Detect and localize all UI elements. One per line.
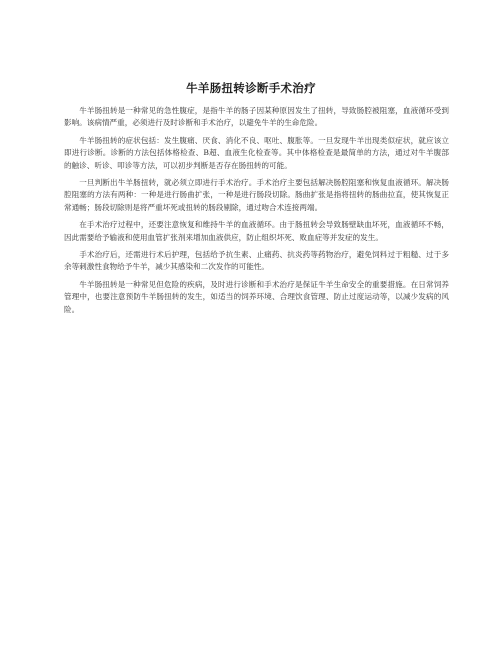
paragraph-3: 一旦判断出牛羊肠扭转，就必须立即进行手术治疗。手术治疗主要包括解决肠腔阻塞和恢复血液循环。解决肠腔阻塞的方法有两种：一种是进行肠曲扩张，一种是进行肠段切除。肠曲扩张是指将扭转的肠曲拉直，使其恢复正常通畅；肠段切除则是将严重坏死或扭转的肠段剔除，通过吻合术连接两端。	[64, 178, 449, 212]
paragraph-6: 牛羊肠扭转是一种常见但危险的疾病，及时进行诊断和手术治疗是保证牛羊生命安全的重要措施。在日常饲养管理中，也要注意预防牛羊肠扭转的发生，如适当的饲养环境、合理饮食管理、防止过度运动等，以减少发病的风险。	[64, 279, 449, 314]
paragraph-4: 在手术治疗过程中，还要注意恢复和维持牛羊的血液循环。由于肠扭转会导致肠壁缺血坏死，血液循环不畅，因此需要给予输液和使用血管扩张剂来增加血液供应，防止组织坏死、败血症等并发症的发生。	[64, 220, 449, 242]
paragraph-5: 手术治疗后，还需进行术后护理，包括给予抗生素、止痛药、抗炎药等药物治疗，避免饲料过于粗糙、过于多余等刺激性食物给予牛羊，减少其感染和二次发作的可能性。	[64, 250, 449, 272]
document-title: 牛羊肠扭转诊断手术治疗	[186, 81, 316, 95]
document-body	[64, 105, 449, 321]
paragraph-2: 牛羊肠扭转的症状包括：发生腹痛、厌食、消化不良、呕吐、腹胀等。一旦发现牛羊出现类似症状，就应该立即进行诊断。诊断的方法包括体格检查、B超、血液生化检查等。其中体格检查是最简单的方法，通过对牛羊腹部的触诊、听诊、叩诊等方法，可以初步判断是否存在肠扭转的可能。	[64, 135, 449, 170]
paragraph-1: 牛羊肠扭转是一种常见的急性腹症，是指牛羊的肠子因某种原因发生了扭转，导致肠腔被阻塞，血液循环受到影响。该病情严重，必须进行及时诊断和手术治疗，以避免牛羊的生命危险。	[64, 106, 449, 128]
